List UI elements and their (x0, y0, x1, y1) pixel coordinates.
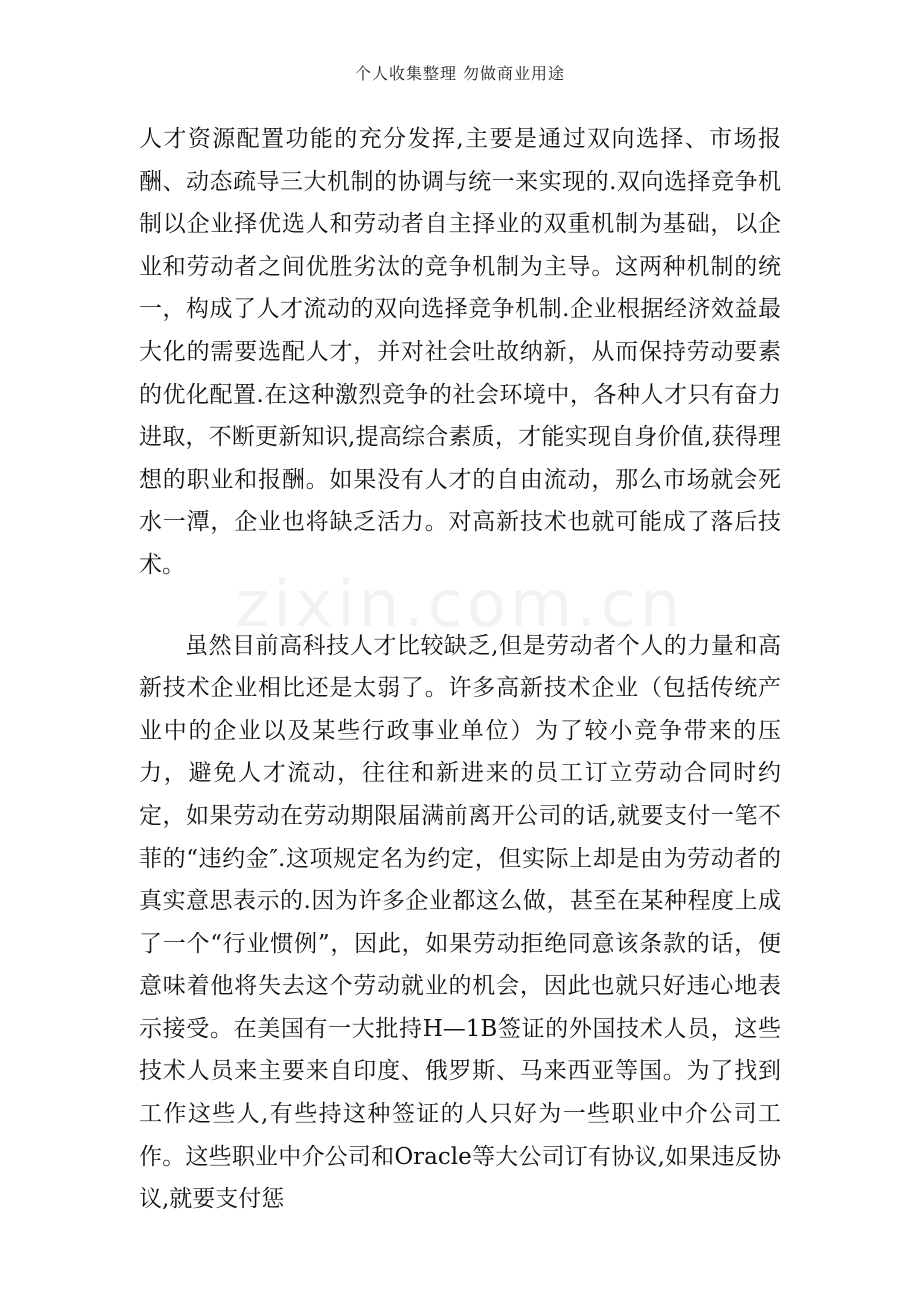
document-body (139, 118, 781, 1221)
watermark: zixin.com.cn (235, 568, 685, 642)
paragraph-2: 虽然目前高科技人才比较缺乏,但是劳动者个人的力量和高新技术企业相比还是太弱了。许多高新技术企业（包括传统产业中的企业以及某些行政事业单位）为了较小竞争带来的压力，避免人才流动，往往和新进来的员工订立劳动合同时约定，如果劳动在劳动期限届满前离开公司的话,就要支付一笔不菲的“违约金″.这项规定名为约定，但实际上却是由为劳动者的真实意思表示的.因为许多企业都这么做，甚至在某种程度上成了一个“行业惯例”，因此，如果劳动拒绝同意该条款的话，便意味着他将失去这个劳动就业的机会，因此也就只好违心地表示接受。在美国有一大批持H—1B签证的外国技术人员，这些技术人员来主要来自印度、俄罗斯、马来西亚等国。为了找到工作这些人,有些持这种签证的人只好为一些职业中介公司工作。这些职业中介公司和Oracle等大公司订有协议,如果违反协议,就要支付惩 (139, 632, 781, 1213)
paragraph-1: 人才资源配置功能的充分发挥,主要是通过双向选择、市场报酬、动态疏导三大机制的协调与统一来实现的.双向选择竞争机制以企业择优选人和劳动者自主择业的双重机制为基础，以企业和劳动者之间优胜劣汰的竞争机制为主导。这两种机制的统一，构成了人才流动的双向选择竞争机制.企业根据经济效益最大化的需要选配人才，并对社会吐故纳新，从而保持劳动要素的优化配置.在这种激烈竞争的社会环境中，各种人才只有奋力进取，不断更新知识,提高综合素质，才能实现自身价值,获得理想的职业和报酬。如果没有人才的自由流动，那么市场就会死水一潭，企业也将缺乏活力。对高新技术也就可能成了落后技术。 (139, 126, 781, 578)
page-header: 个人收集整理 勿做商业用途 (354, 64, 566, 83)
